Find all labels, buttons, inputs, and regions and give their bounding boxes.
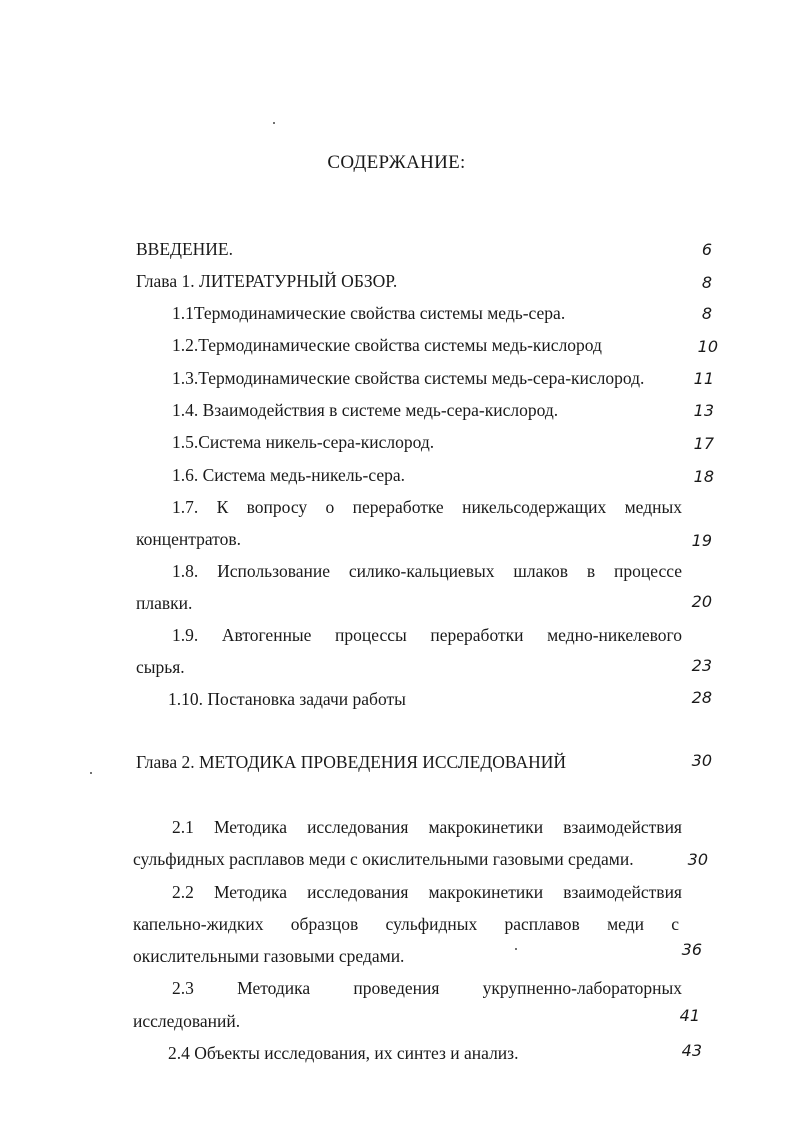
toc-entry-text: концентратов. xyxy=(136,529,241,549)
toc-entry-1-7-line-1: 1.7. К вопросу о переработке никельсодержащих медных xyxy=(172,497,682,517)
toc-entry-text: Глава 2. МЕТОДИКА ПРОВЕДЕНИЯ ИССЛЕДОВАНИЙ xyxy=(136,752,567,772)
page-number: 8 xyxy=(701,304,712,323)
page-number: 43 xyxy=(681,1041,702,1060)
toc-entry-2-2-line-1: 2.2 Методика исследования макрокинетики взаимодействия xyxy=(172,882,682,902)
page-number: 36 xyxy=(681,940,702,959)
toc-entry-text: 1.5.Система никель-сера-кислород. xyxy=(172,432,435,452)
toc-entry-text: окислительными газовыми средами. xyxy=(133,946,405,966)
scan-speck xyxy=(273,122,275,124)
toc-entry-text: 1.10. Постановка задачи работы xyxy=(168,689,406,709)
page-number: 30 xyxy=(691,751,712,770)
toc-entry-1-8-line-1: 1.8. Использование силико-кальциевых шлаков в процессе xyxy=(172,561,682,581)
page-number: 11 xyxy=(693,369,714,388)
toc-entry-text: плавки. xyxy=(136,593,193,613)
page-number: 8 xyxy=(701,273,712,292)
page-number: 6 xyxy=(701,240,712,259)
toc-entry-text: Глава 1. ЛИТЕРАТУРНЫЙ ОБЗОР. xyxy=(136,271,398,291)
page-number: 41 xyxy=(679,1006,700,1025)
toc-entry-text: 1.2.Термодинамические свойства системы медь-кислород xyxy=(172,335,602,355)
page-number: 30 xyxy=(687,850,708,869)
page-number: 18 xyxy=(693,467,714,486)
toc-entry-text: сульфидных расплавов меди с окислительными газовыми средами. xyxy=(133,849,634,869)
toc-entry-2-1-line-1: 2.1 Методика исследования макрокинетики взаимодействия xyxy=(172,817,682,837)
page-number: 13 xyxy=(693,401,714,420)
toc-entry-1-9-line-1: 1.9. Автогенные процессы переработки медно-никелевого xyxy=(172,625,682,645)
toc-entry-text: 1.1Термодинамические свойства системы медь-сера. xyxy=(172,303,566,323)
toc-entry-text: 1.6. Система медь-никель-сера. xyxy=(172,465,406,485)
toc-entry-2-2-line-2: капельно-жидких образцов сульфидных расплавов меди с xyxy=(133,914,679,934)
toc-entry-text: сырья. xyxy=(136,657,185,677)
page-number: 23 xyxy=(691,656,712,675)
toc-entry-text: 1.4. Взаимодействия в системе медь-сера-кислород. xyxy=(172,400,559,420)
scan-speck xyxy=(515,948,517,950)
toc-entry-2-3-line-1: 2.3 Методика проведения укрупненно-лабораторных xyxy=(172,978,682,998)
scan-speck xyxy=(90,772,92,774)
page-number: 19 xyxy=(691,531,712,550)
toc-entry-text: исследований. xyxy=(133,1011,241,1031)
toc-entry-text: ВВЕДЕНИЕ. xyxy=(136,239,234,259)
page-number: 10 xyxy=(697,337,718,356)
page-number: 28 xyxy=(691,688,712,707)
toc-entry-text: 1.3.Термодинамические свойства системы медь-сера-кислород. xyxy=(172,368,645,388)
page-number: 20 xyxy=(691,592,712,611)
toc-entry-text: 2.4 Объекты исследования, их синтез и анализ. xyxy=(168,1043,519,1063)
page-number: 17 xyxy=(693,434,714,453)
toc-title: СОДЕРЖАНИЕ: xyxy=(327,152,466,173)
